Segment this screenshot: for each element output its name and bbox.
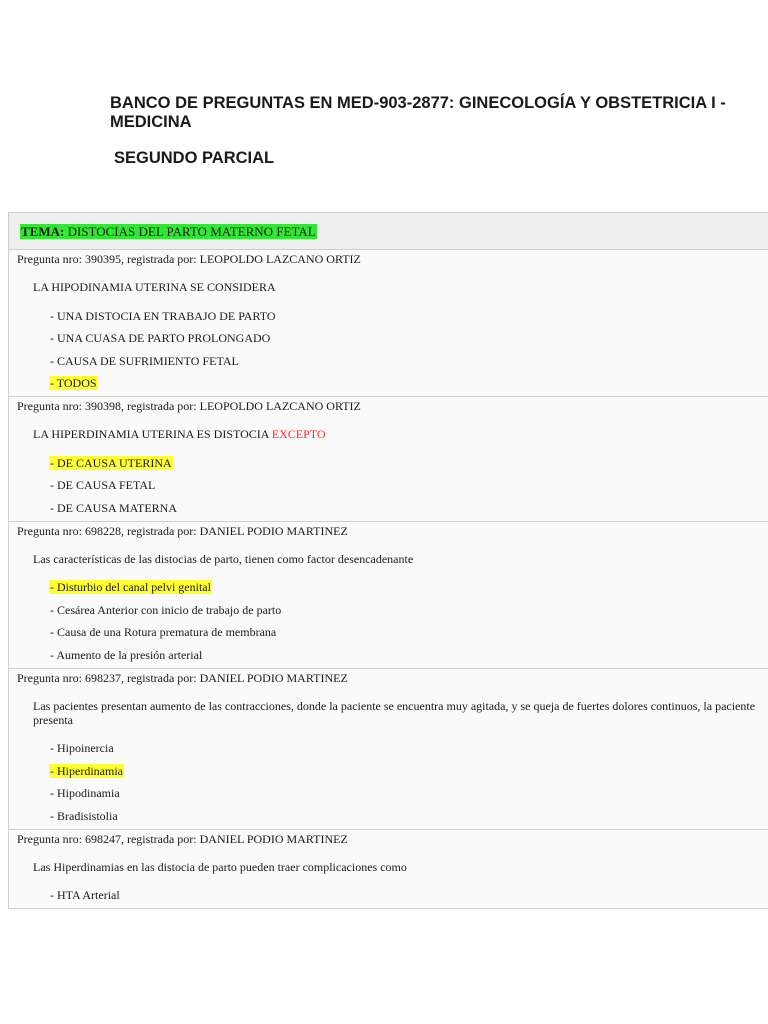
question-block [9,250,768,397]
tema-label: TEMA: [21,224,65,239]
question-text-main: LA HIPERDINAMIA UTERINA ES DISTOCIA [33,427,272,441]
option-item [49,603,768,617]
option-text: - Disturbio del canal pelvi genital [50,580,211,594]
question-text-main: Las Hiperdinamias en las distocia de parto pueden traer complicaciones como [33,859,407,874]
question-header: Pregunta nro: 698228, registrada por: DANIEL PODIO MARTINEZ [17,523,348,538]
option-item [49,786,768,800]
option-text: - DE CAUSA UTERINA [50,455,172,470]
option-item-correct [49,580,768,594]
option-text: - Causa de una Rotura prematura de membrana [50,625,277,639]
option-text: - HTA Arterial [50,888,120,902]
option-item-correct [49,764,768,778]
option-text: - Hipoinercia [50,741,114,755]
option-item-correct [49,376,768,390]
question-text [9,266,768,294]
option-text: - TODOS [50,376,97,390]
document-header [110,94,750,168]
option-text: - UNA CUASA DE PARTO PROLONGADO [50,331,271,345]
question-text [9,846,768,874]
question-text [9,413,768,441]
option-item [49,888,768,902]
tema-name: DISTOCIAS DEL PARTO MATERNO FETAL [67,224,316,239]
options-list [9,294,768,390]
options-list [9,441,768,515]
option-text: - CAUSA DE SUFRIMIENTO FETAL [50,353,239,368]
option-text: - Bradisistolia [50,808,118,823]
question-text [9,685,768,727]
options-list [9,874,768,903]
option-item [49,625,768,639]
option-text: - DE CAUSA MATERNA [50,500,178,515]
option-text: - Cesárea Anterior con inicio de trabajo de parto [50,602,282,617]
question-header: Pregunta nro: 390395, registrada por: LEOPOLDO LAZCANO ORTIZ [17,252,361,266]
question-text-keyword: EXCEPTO [271,427,326,441]
option-text: - Aumento de la presión arterial [50,647,203,662]
question-header: Pregunta nro: 390398, registrada por: LEOPOLDO LAZCANO ORTIZ [17,399,361,413]
page-subtitle: SEGUNDO PARCIAL [114,149,275,167]
question-text-main: Las pacientes presentan aumento de las contracciones, donde la paciente se encuentra muy agitada, y se queja de fuertes dolores continuos, la paciente presenta [33,698,756,727]
option-item [49,309,768,323]
option-item [49,331,768,345]
option-item [49,648,768,662]
option-item [49,478,768,492]
question-block [9,669,768,830]
option-text: - UNA DISTOCIA EN TRABAJO DE PARTO [50,308,276,323]
tema-highlight [20,224,317,239]
question-block [9,830,768,909]
question-text-main: LA HIPODINAMIA UTERINA SE CONSIDERA [33,280,276,294]
option-text: - DE CAUSA FETAL [50,478,156,492]
option-item [49,501,768,515]
question-header: Pregunta nro: 698247, registrada por: DANIEL PODIO MARTINEZ [17,831,348,846]
question-block [9,397,768,522]
option-item [49,354,768,368]
options-list [9,727,768,823]
question-header: Pregunta nro: 698237, registrada por: DANIEL PODIO MARTINEZ [17,670,348,685]
question-text-main: Las características de las distocias de parto, tienen como factor desencadenante [33,551,414,566]
question-text [9,538,768,566]
option-item-correct [49,456,768,470]
option-item [49,809,768,823]
question-block [9,522,768,669]
option-item [49,741,768,755]
options-list [9,566,768,662]
page-title: BANCO DE PREGUNTAS EN MED-903-2877: GINECOLOGÍA Y OBSTETRICIA I - MEDICINA [110,94,726,131]
question-bank-table [8,212,768,909]
option-text: - Hiperdinamia [50,763,123,778]
tema-row [9,213,768,250]
option-text: - Hipodinamia [50,786,120,800]
